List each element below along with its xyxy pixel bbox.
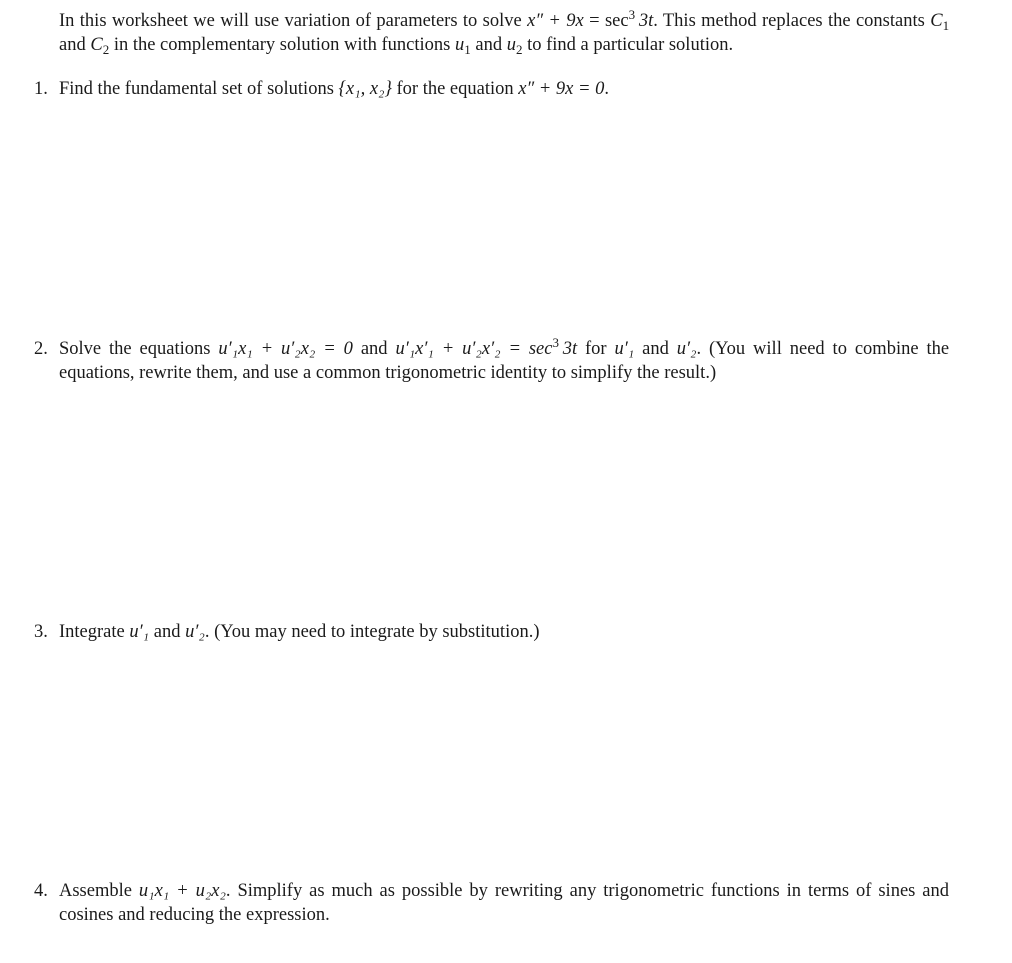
intro-equation-lhs: x″ + 9x xyxy=(527,11,584,31)
equation-1: u′₁x₁ + u′₂x₂ = 0 xyxy=(218,339,353,359)
homogeneous-equation: x″ + 9x = 0 xyxy=(518,79,605,99)
problem-text: . (You will need to combine the equations, rewrite them, and use a common trigonometric identity to simplify the result.) xyxy=(59,339,950,383)
variable-u1-prime: u′₁ xyxy=(614,339,635,359)
function-u2: $u_2$ xyxy=(506,35,523,57)
problem-and: and xyxy=(153,622,181,642)
problem-text: Solve the equations xyxy=(59,339,211,359)
problem-text: for xyxy=(584,339,607,359)
problem-4 xyxy=(34,879,949,927)
problem-body xyxy=(59,337,949,385)
constant-c2: $C_2$ xyxy=(90,35,110,57)
problem-text: Assemble xyxy=(59,881,132,901)
variable-u1-prime: u′₁ xyxy=(129,622,150,642)
function-u1: $u_1$ xyxy=(454,35,471,57)
variable-u2-prime: u′₂ xyxy=(185,622,205,642)
problem-text: . (You may need to integrate by substitution.) xyxy=(204,622,540,642)
problem-number: 3. xyxy=(34,622,48,642)
intro-text-d: to find a particular solution. xyxy=(527,35,734,55)
problem-body xyxy=(59,620,949,644)
intro-text-a: In this worksheet we will use variation of parameters to solve xyxy=(59,11,522,31)
problem-and: and xyxy=(642,339,669,359)
intro-text-b: . This method replaces the constants xyxy=(653,11,925,31)
intro-and: and xyxy=(59,35,86,55)
problem-text: . Simplify as much as possible by rewriting any trigonometric functions in terms of sines and cosines and reducing the expression. xyxy=(59,881,949,925)
intro-equation-equals: = xyxy=(589,11,600,31)
intro-and-2: and xyxy=(475,35,503,55)
solution-set: {x₁, x₂} xyxy=(338,79,392,99)
problem-text: Integrate xyxy=(59,622,125,642)
problem-text: for the equation xyxy=(396,79,514,99)
problem-number: 1. xyxy=(34,79,48,99)
problem-body xyxy=(59,879,949,927)
problem-2 xyxy=(34,337,949,385)
problem-body xyxy=(59,77,949,101)
problem-text: Find the fundamental set of solutions xyxy=(59,79,334,99)
particular-solution-expression: u₁x₁ + u₂x₂ xyxy=(138,881,226,901)
problem-period: . xyxy=(604,79,609,99)
problem-1 xyxy=(34,77,949,101)
intro-text-c: in the complementary solution with functions xyxy=(113,35,451,55)
variable-u2-prime: u′₂ xyxy=(676,339,697,359)
problem-number: 2. xyxy=(34,339,48,359)
problem-and: and xyxy=(360,339,388,359)
problem-3 xyxy=(34,620,949,644)
intro-equation-rhs: $\sec^3 3t$ xyxy=(604,7,654,31)
intro-paragraph xyxy=(59,9,949,57)
problem-number: 4. xyxy=(34,881,48,901)
equation-2: $u'_1x'_1 + u'_2x'_2 = \sec^3 3t$ xyxy=(395,335,578,359)
constant-c1: $C_1$ xyxy=(930,11,950,33)
